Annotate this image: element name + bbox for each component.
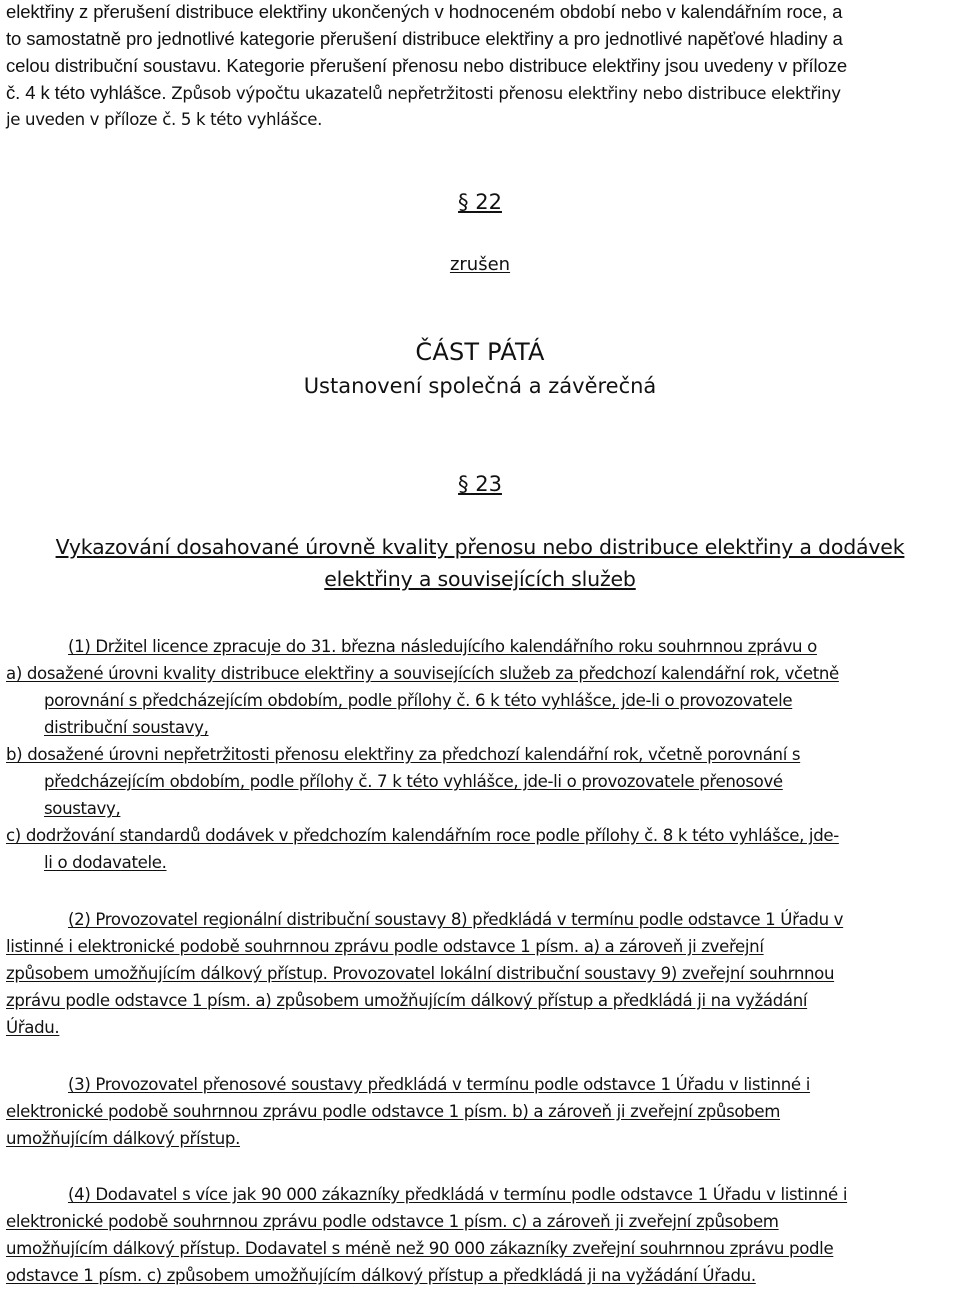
intro-line-4-part-2: Způsob výpočtu ukazatelů nepřetržitosti přenosu elektřiny nebo distribuce elektřiny xyxy=(166,84,841,103)
intro-line-4 xyxy=(6,79,841,107)
part-subtitle: Ustanovení společná a závěrečná xyxy=(303,374,657,398)
para-1-item-b-line-1: b) dosažené úrovni nepřetržitosti přenosu elektřiny za předchozí kalendářní rok, včetně porovnání s xyxy=(6,745,801,764)
para-1-item-c-line-2: li o dodavatele. xyxy=(44,853,167,872)
para-1-item-b-line-2: předcházejícím obdobím, podle přílohy č. 7 k této vyhlášce, jde-li o provozovatele přenosové xyxy=(44,772,783,791)
para-1-item-b-line-3: soustavy, xyxy=(44,799,121,818)
para-4-line-4: odstavce 1 písm. c) způsobem umožňujícím dálkový přístup a předkládá ji na vyžádání Úřadu. xyxy=(6,1266,756,1285)
para-2-line-5: Úřadu. xyxy=(6,1018,60,1037)
section-23-title-line-1: Vykazování dosahované úrovně kvality přenosu nebo distribuce elektřiny a dodávek xyxy=(55,535,905,559)
intro-line-4-part-1: č. 4 k této vyhlášce. xyxy=(6,82,167,103)
intro-line-2: to samostatně pro jednotlivé kategorie přerušení distribuce elektřiny a pro jednotlivé napěťové hladiny a xyxy=(6,28,843,49)
para-3-line-2: elektronické podobě souhrnnou zprávu podle odstavce 1 písm. b) a zároveň ji zveřejní způsobem xyxy=(6,1102,781,1121)
para-2-line-1: (2) Provozovatel regionální distribuční soustavy 8) předkládá v termínu podle odstavce 1 Úřadu v xyxy=(68,910,844,929)
intro-line-3: celou distribuční soustavu. Kategorie přerušení přenosu nebo distribuce elektřiny jsou uvedeny v příloze xyxy=(6,55,848,76)
para-4-line-1: (4) Dodavatel s více jak 90 000 zákazníky předkládá v termínu podle odstavce 1 Úřadu v listinné i xyxy=(68,1185,848,1204)
intro-line-5: je uveden v příloze č. 5 k této vyhlášce. xyxy=(6,110,323,129)
section-23-title-line-2: elektřiny a souvisejících služeb xyxy=(324,567,636,591)
para-2-line-4: zprávu podle odstavce 1 písm. a) způsobem umožňujícím dálkový přístup a předkládá ji na vyžádání xyxy=(6,991,808,1010)
section-22-heading: § 22 xyxy=(458,190,502,214)
section-22-status: zrušen xyxy=(449,254,511,275)
para-1-item-a-line-3: distribuční soustavy, xyxy=(44,718,209,737)
para-3-line-3: umožňujícím dálkový přístup. xyxy=(6,1129,241,1148)
para-3-line-1: (3) Provozovatel přenosové soustavy předkládá v termínu podle odstavce 1 Úřadu v listinné i xyxy=(68,1075,810,1094)
para-1-item-a-line-1: a) dosažené úrovni kvality distribuce elektřiny a souvisejících služeb za předchozí kalendářní rok, včetně xyxy=(6,664,839,683)
para-2-line-2: listinné i elektronické podobě souhrnnou zprávu podle odstavce 1 písm. a) a zároveň ji zveřejní xyxy=(6,937,764,956)
para-1-intro: (1) Držitel licence zpracuje do 31. března následujícího kalendářního roku souhrnnou zprávu o xyxy=(68,637,817,656)
para-2-line-3: způsobem umožňujícím dálkový přístup. Provozovatel lokální distribuční soustavy 9) zveřejní souhrnnou xyxy=(6,964,835,983)
intro-line-1: elektřiny z přerušení distribuce elektřiny ukončených v hodnoceném období nebo v kalendářním roce, a xyxy=(6,1,843,22)
para-4-line-2: elektronické podobě souhrnnou zprávu podle odstavce 1 písm. c) a zároveň ji zveřejní způsobem xyxy=(6,1212,779,1231)
section-23-heading: § 23 xyxy=(458,472,502,496)
part-title: ČÁST PÁTÁ xyxy=(415,338,545,366)
para-1-item-a-line-2: porovnání s předcházejícím obdobím, podle přílohy č. 6 k této vyhlášce, jde-li o provozovatele xyxy=(44,691,793,710)
para-1-item-c-line-1: c) dodržování standardů dodávek v předchozím kalendářním roce podle přílohy č. 8 k této vyhlášce, jde- xyxy=(6,826,839,845)
para-4-line-3: umožňujícím dálkový přístup. Dodavatel s méně než 90 000 zákazníky zveřejní souhrnnou zprávu podle xyxy=(6,1239,834,1258)
